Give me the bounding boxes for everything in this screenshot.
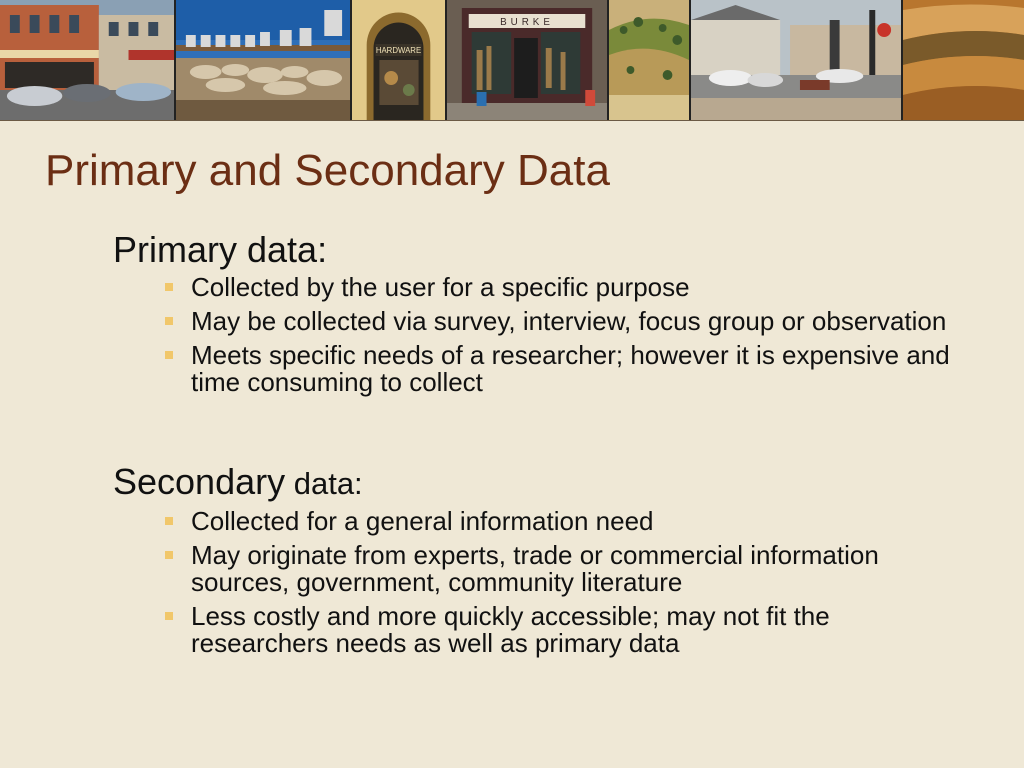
bullet-icon (165, 517, 173, 525)
bullet-icon (165, 551, 173, 559)
photo-banner (0, 0, 1024, 121)
bullet-icon (165, 351, 173, 359)
list-item: May be collected via survey, interview, focus group or observation (165, 308, 973, 335)
mailboxes-photo (176, 0, 352, 120)
list-item: May originate from experts, trade or commercial information sources, government, community literature (165, 542, 973, 596)
list-item: Collected by the user for a specific purpose (165, 274, 973, 301)
storefront-photo (0, 0, 176, 120)
primary-data-section (113, 228, 973, 403)
hillside-photo (609, 0, 691, 120)
list-item: Meets specific needs of a researcher; however it is expensive and time consuming to collect (165, 342, 973, 396)
hardware-store-photo (352, 0, 447, 120)
bullet-icon (165, 612, 173, 620)
bullet-icon (165, 317, 173, 325)
main-street-photo (691, 0, 903, 120)
secondary-data-list (113, 508, 973, 657)
secondary-data-heading: Secondary data: (113, 461, 363, 502)
burke-storefront-photo (447, 0, 609, 120)
primary-data-heading: Primary data: (113, 229, 328, 270)
primary-data-list (113, 274, 973, 396)
list-item: Collected for a general information need (165, 508, 973, 535)
list-item: Less costly and more quickly accessible; may not fit the researchers needs as well as primary data (165, 603, 973, 657)
hardware-sign: HARDWARE (375, 45, 422, 56)
burke-sign: BURKE (500, 16, 554, 29)
wheat-fields-photo (903, 0, 1024, 120)
secondary-data-section (113, 460, 973, 664)
bullet-icon (165, 283, 173, 291)
slide-title: Primary and Secondary Data (45, 146, 610, 195)
